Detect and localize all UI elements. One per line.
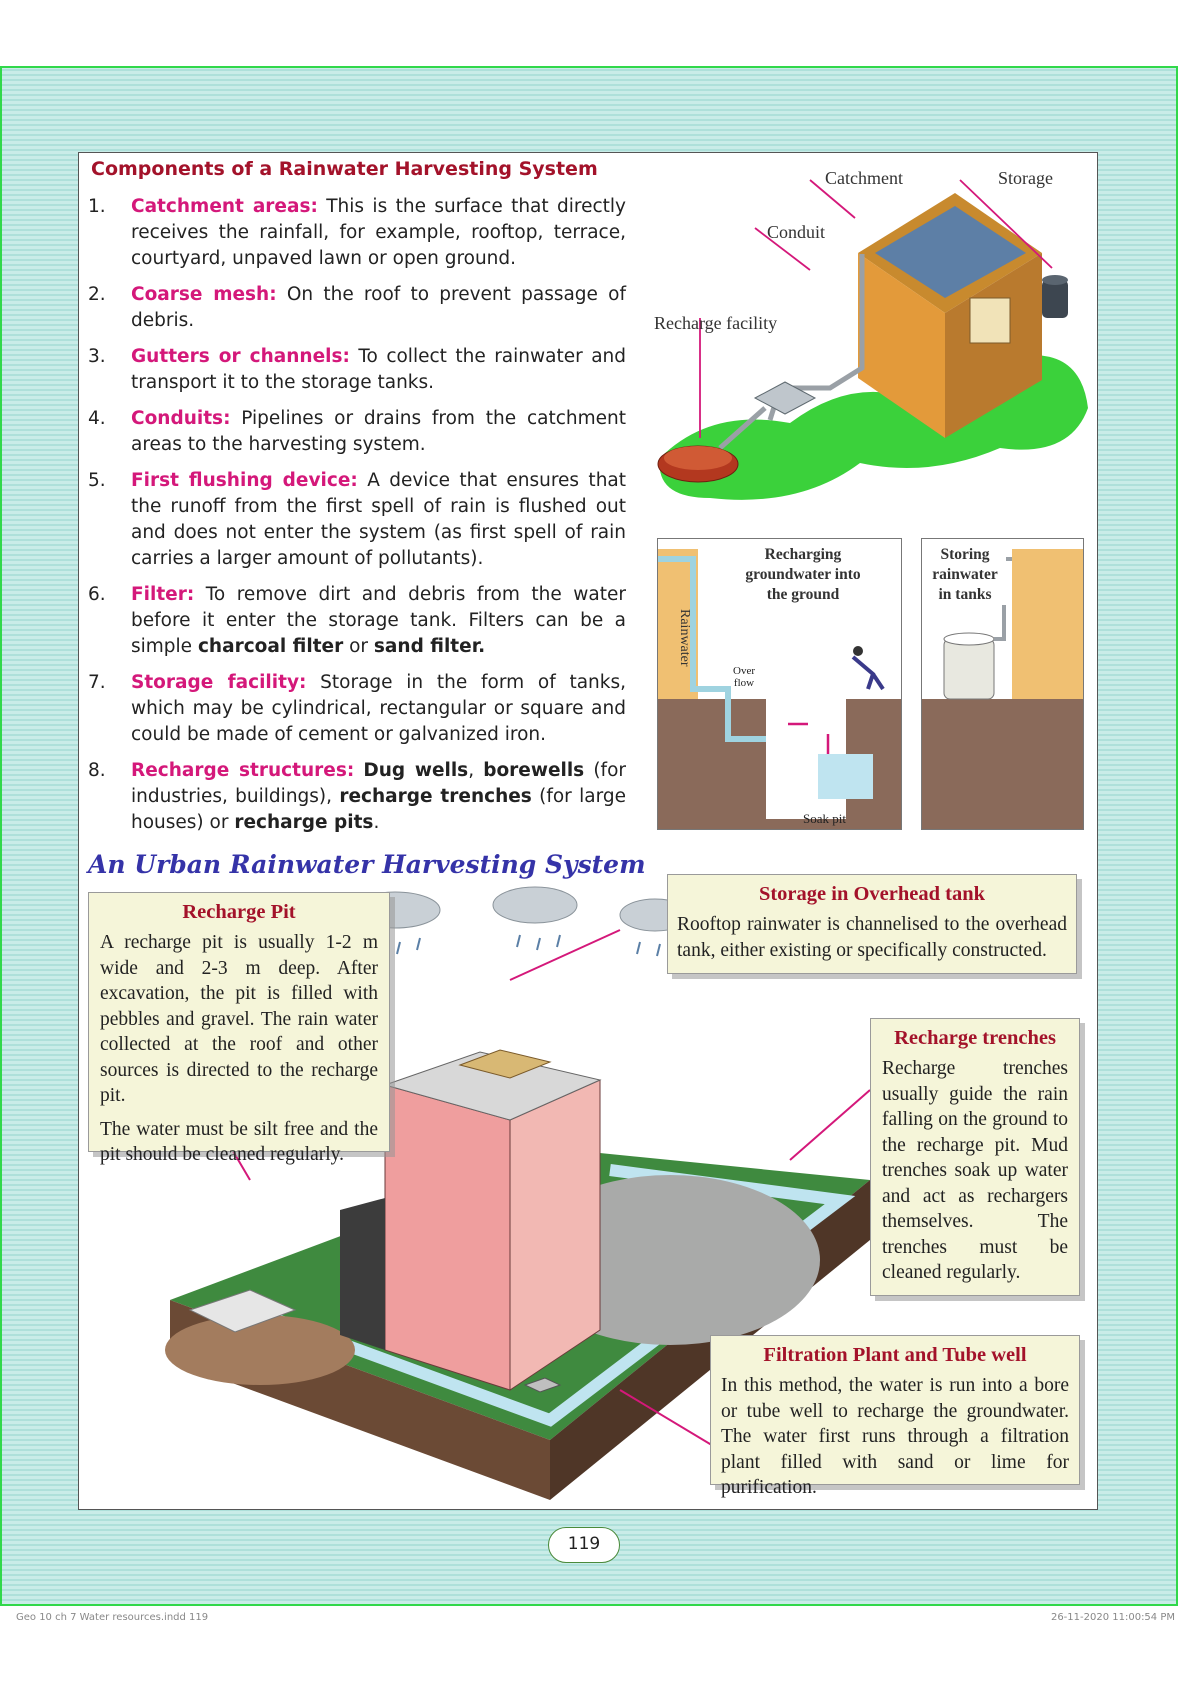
soak-pit-label: Soak pit <box>803 811 846 826</box>
urban-section-title: An Urban Rainwater Harvesting System <box>88 850 646 879</box>
component-item: 5. First flushing device: A device that ensures that the runoff from the first spell of rain is flushed out and does not enter the system (as first spell of rain carries a larger amount of pollutants). <box>88 470 627 569</box>
page-number: 119 <box>548 1527 620 1563</box>
recharge-trenches-text: Recharge trenches usually guide the rain falling on the ground to the recharge pit. Mud trenches soak up water and act as rechargers themselves. The trenches must be cleaned regularly. <box>882 1058 1068 1283</box>
component-item: 2. Coarse mesh: On the roof to prevent passage of debris. <box>88 284 626 331</box>
components-title: Components of a Rainwater Harvesting System <box>91 158 598 180</box>
rainwater-label: Rainwater <box>677 609 692 667</box>
recharge-pit-underground <box>165 1315 355 1385</box>
house-window <box>970 298 1010 343</box>
component-item: 8. Recharge structures: Dug wells, borewells (for industries, buildings), recharge trenches (for large houses) or recharge pits. <box>88 760 626 833</box>
label-conduit: Conduit <box>767 222 826 242</box>
filtration-title: Filtration Plant and Tube well <box>763 1344 1027 1366</box>
label-storage: Storage <box>998 168 1053 188</box>
recharging-title: Recharging groundwater into the ground <box>745 546 861 603</box>
callout-recharge-trenches <box>870 1018 1080 1296</box>
storage-tank-lid <box>1042 275 1068 285</box>
storing-title: Storing rainwater in tanks <box>924 545 1006 605</box>
callout-recharge-pit <box>88 892 390 1165</box>
tank-top <box>944 633 994 645</box>
storing-wall <box>1012 549 1083 699</box>
pit-water <box>818 754 873 799</box>
recharge-pit-title: Recharge Pit <box>182 901 296 923</box>
component-item: 1. Catchment areas: This is the surface that directly receives the rainfall, for example, rooftop, terrace, courtyard, unpaved lawn or open ground. <box>88 196 626 269</box>
overhead-tank-title: Storage in Overhead tank <box>758 883 986 905</box>
filtration-text: In this method, the water is run into a bore or tube well to recharge the groundwater. The water first runs through a filtration plant filled with sand or lime for purification. <box>721 1375 1069 1498</box>
overflow-label: Over flow <box>733 665 755 689</box>
worker-body <box>853 657 883 689</box>
footer-right: 26-11-2020 11:00:54 PM <box>1050 1612 1175 1623</box>
component-item: 3. Gutters or channels: To collect the rainwater and transport it to the storage tanks. <box>88 346 626 393</box>
worker-head <box>853 646 863 656</box>
recharge-trenches-title: Recharge trenches <box>894 1027 1056 1049</box>
storing-ground <box>922 699 1083 829</box>
rain-clouds <box>350 887 690 931</box>
label-catchment: Catchment <box>825 168 903 188</box>
pointer-trenches <box>790 1090 870 1160</box>
callout-overhead-tank <box>667 874 1077 974</box>
recharge-pit-top <box>664 446 732 470</box>
callout-filtration <box>710 1335 1080 1498</box>
overhead-tank-text: Rooftop rainwater is channelised to the overhead tank, either existing or specifically constructed. <box>677 914 1067 961</box>
storage-tank <box>1042 280 1068 318</box>
annex-building <box>340 1198 385 1350</box>
harvesting-house-diagram <box>650 158 1090 518</box>
recharge-pit-text: A recharge pit is usually 1-2 m wide and 2-3 m deep. After excavation, the pit is filled with pebbles and gravel. The rain water collected at the roof and other sources is directed to the recharge pit. <box>100 932 378 1106</box>
building-front <box>385 1085 510 1390</box>
rain-drops <box>377 935 660 956</box>
recharging-diagram <box>657 538 902 830</box>
component-item: 7. Storage facility: Storage in the form of tanks, which may be cylindrical, rectangular or square and could be made of cement or galvanized iron. <box>88 672 626 745</box>
footer-left: Geo 10 ch 7 Water resources.indd 119 <box>16 1612 209 1623</box>
label-recharge-facility: Recharge facility <box>654 313 778 333</box>
components-list <box>88 194 626 846</box>
storing-diagram <box>921 538 1084 830</box>
recharge-pit-note: The water must be silt free and the pit should be cleaned regularly. <box>100 1118 378 1165</box>
pointer-overhead-tank <box>510 930 620 980</box>
component-item: 4. Conduits: Pipelines or drains from the catchment areas to the harvesting system. <box>88 408 626 455</box>
component-item: 6. Filter: To remove dirt and debris from the water before it enter the storage tank. Filters can be a simple charcoal filter or sand filter. <box>88 584 626 657</box>
tank-body <box>944 639 994 699</box>
